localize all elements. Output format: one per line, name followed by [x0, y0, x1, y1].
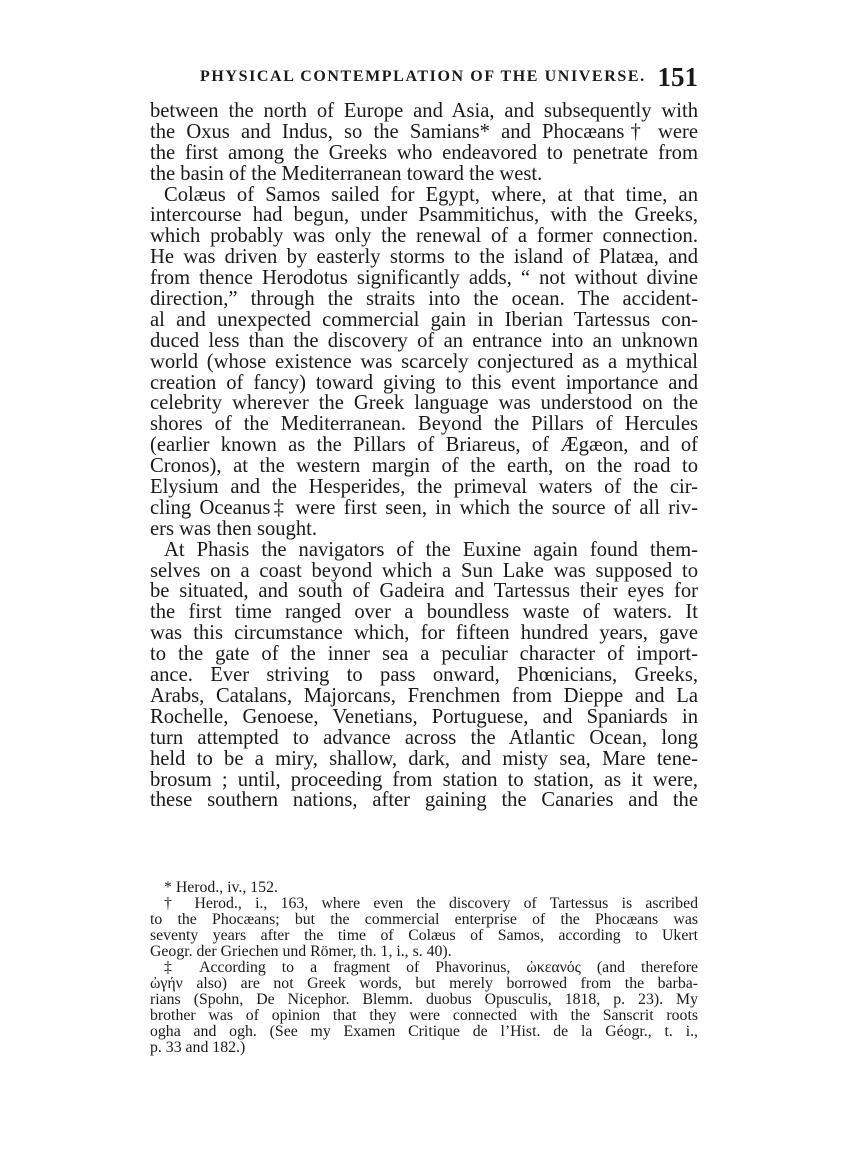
body-line: these southern nations, after gaining the Canaries and the: [150, 789, 698, 812]
footnote-line: ogha and ogh. (See my Examen Critique de l’Hist. de la Géogr., t. i.,: [150, 1023, 698, 1040]
body-line: creation of fancy) toward giving to this event importance and: [150, 371, 698, 394]
body-line: world (whose existence was scarcely conjectured as a mythical: [150, 350, 698, 373]
body-line: al and unexpected commercial gain in Iberian Tartessus con-: [150, 308, 698, 331]
body-line: Arabs, Catalans, Majorcans, Frenchmen from Dieppe and La: [150, 684, 698, 707]
body-line: turn attempted to advance across the Atlantic Ocean, long: [150, 726, 698, 749]
body-line: Colæus of Samos sailed for Egypt, where, at that time, an: [164, 183, 698, 206]
body-line: direction,” through the straits into the ocean. The accident-: [150, 288, 698, 311]
body-line: brosum ; until, proceeding from station to station, as it were,: [150, 768, 698, 791]
body-line: the first among the Greeks who endeavored to penetrate from: [150, 141, 698, 164]
footnote-line: brother was of opinion that they were connected with the Sanscrit roots: [150, 1007, 698, 1024]
footnote-line: ὠγήν also) are not Greek words, but merely borrowed from the barba-: [150, 975, 698, 992]
body-line: between the north of Europe and Asia, and subsequently with: [150, 100, 698, 122]
body-line: from thence Herodotus significantly adds, “ not without divine: [150, 267, 698, 290]
body-line: intercourse had begun, under Psammitichus, with the Greeks,: [150, 204, 698, 227]
body-line: Cronos), at the western margin of the earth, on the road to: [150, 455, 698, 478]
body-line: the first time ranged over a boundless waste of waters. It: [150, 601, 698, 624]
footnotes: [150, 880, 698, 1056]
body-line: the Oxus and Indus, so the Samians* and Phocæans† were: [150, 120, 698, 143]
body-line: the basin of the Mediterranean toward the west.: [150, 162, 543, 185]
body-line: which probably was only the renewal of a former connection.: [150, 225, 698, 248]
footnote-line: to the Phocæans; but the commercial enterprise of the Phocæans was: [150, 911, 698, 928]
body-line: At Phasis the navigators of the Euxine again found them-: [164, 538, 698, 561]
running-head: [150, 64, 698, 94]
footnote-line: seventy years after the time of Colæus of Samos, according to Ukert: [150, 927, 698, 944]
body-line: shores of the Mediterranean. Beyond the Pillars of Hercules: [150, 413, 698, 436]
body-line: was this circumstance which, for fifteen hundred years, gave: [150, 622, 698, 645]
body-line: He was driven by easterly storms to the island of Platæa, and: [150, 246, 698, 269]
body-line: (earlier known as the Pillars of Briareus, of Ægæon, and of: [150, 434, 698, 457]
body-line: selves on a coast beyond which a Sun Lake was supposed to: [150, 559, 698, 582]
footnote-line: rians (Spohn, De Nicephor. Blemm. duobus Opusculis, 1818, p. 23). My: [150, 991, 698, 1008]
body-line: to the gate of the inner sea a peculiar character of import-: [150, 643, 698, 666]
body-line: Elysium and the Hesperides, the primeval waters of the cir-: [150, 476, 698, 499]
body-line: cling Oceanus‡ were first seen, in which the source of all riv-: [150, 496, 698, 519]
body-line: ance. Ever striving to pass onward, Phœnicians, Greeks,: [150, 664, 698, 687]
body-line: be situated, and south of Gadeira and Tartessus their eyes for: [150, 580, 698, 603]
footnote-line: † Herod., i., 163, where even the discovery of Tartessus is ascribed: [164, 895, 698, 912]
body-line: duced less than the discovery of an entrance into an unknown: [150, 329, 698, 352]
body-line: ers was then sought.: [150, 517, 318, 540]
body-line: held to be a miry, shallow, dark, and misty sea, Mare tene-: [150, 747, 698, 770]
page-number: 151: [657, 62, 698, 92]
footnote-line: * Herod., iv., 152.: [164, 879, 278, 896]
footnote-line: ‡ According to a fragment of Phavorinus, ὠκεανός (and therefore: [164, 959, 698, 976]
body-line: celebrity wherever the Greek language was understood on the: [150, 392, 698, 415]
body-line: Rochelle, Genoese, Venetians, Portuguese, and Spaniards in: [150, 705, 698, 728]
footnote-line: Geogr. der Griechen und Römer, th. 1, i., s. 40).: [150, 943, 452, 960]
body-text: [150, 101, 698, 811]
running-title: PHYSICAL CONTEMPLATION OF THE UNIVERSE.: [200, 68, 646, 85]
footnote-line: p. 33 and 182.): [150, 1039, 246, 1056]
